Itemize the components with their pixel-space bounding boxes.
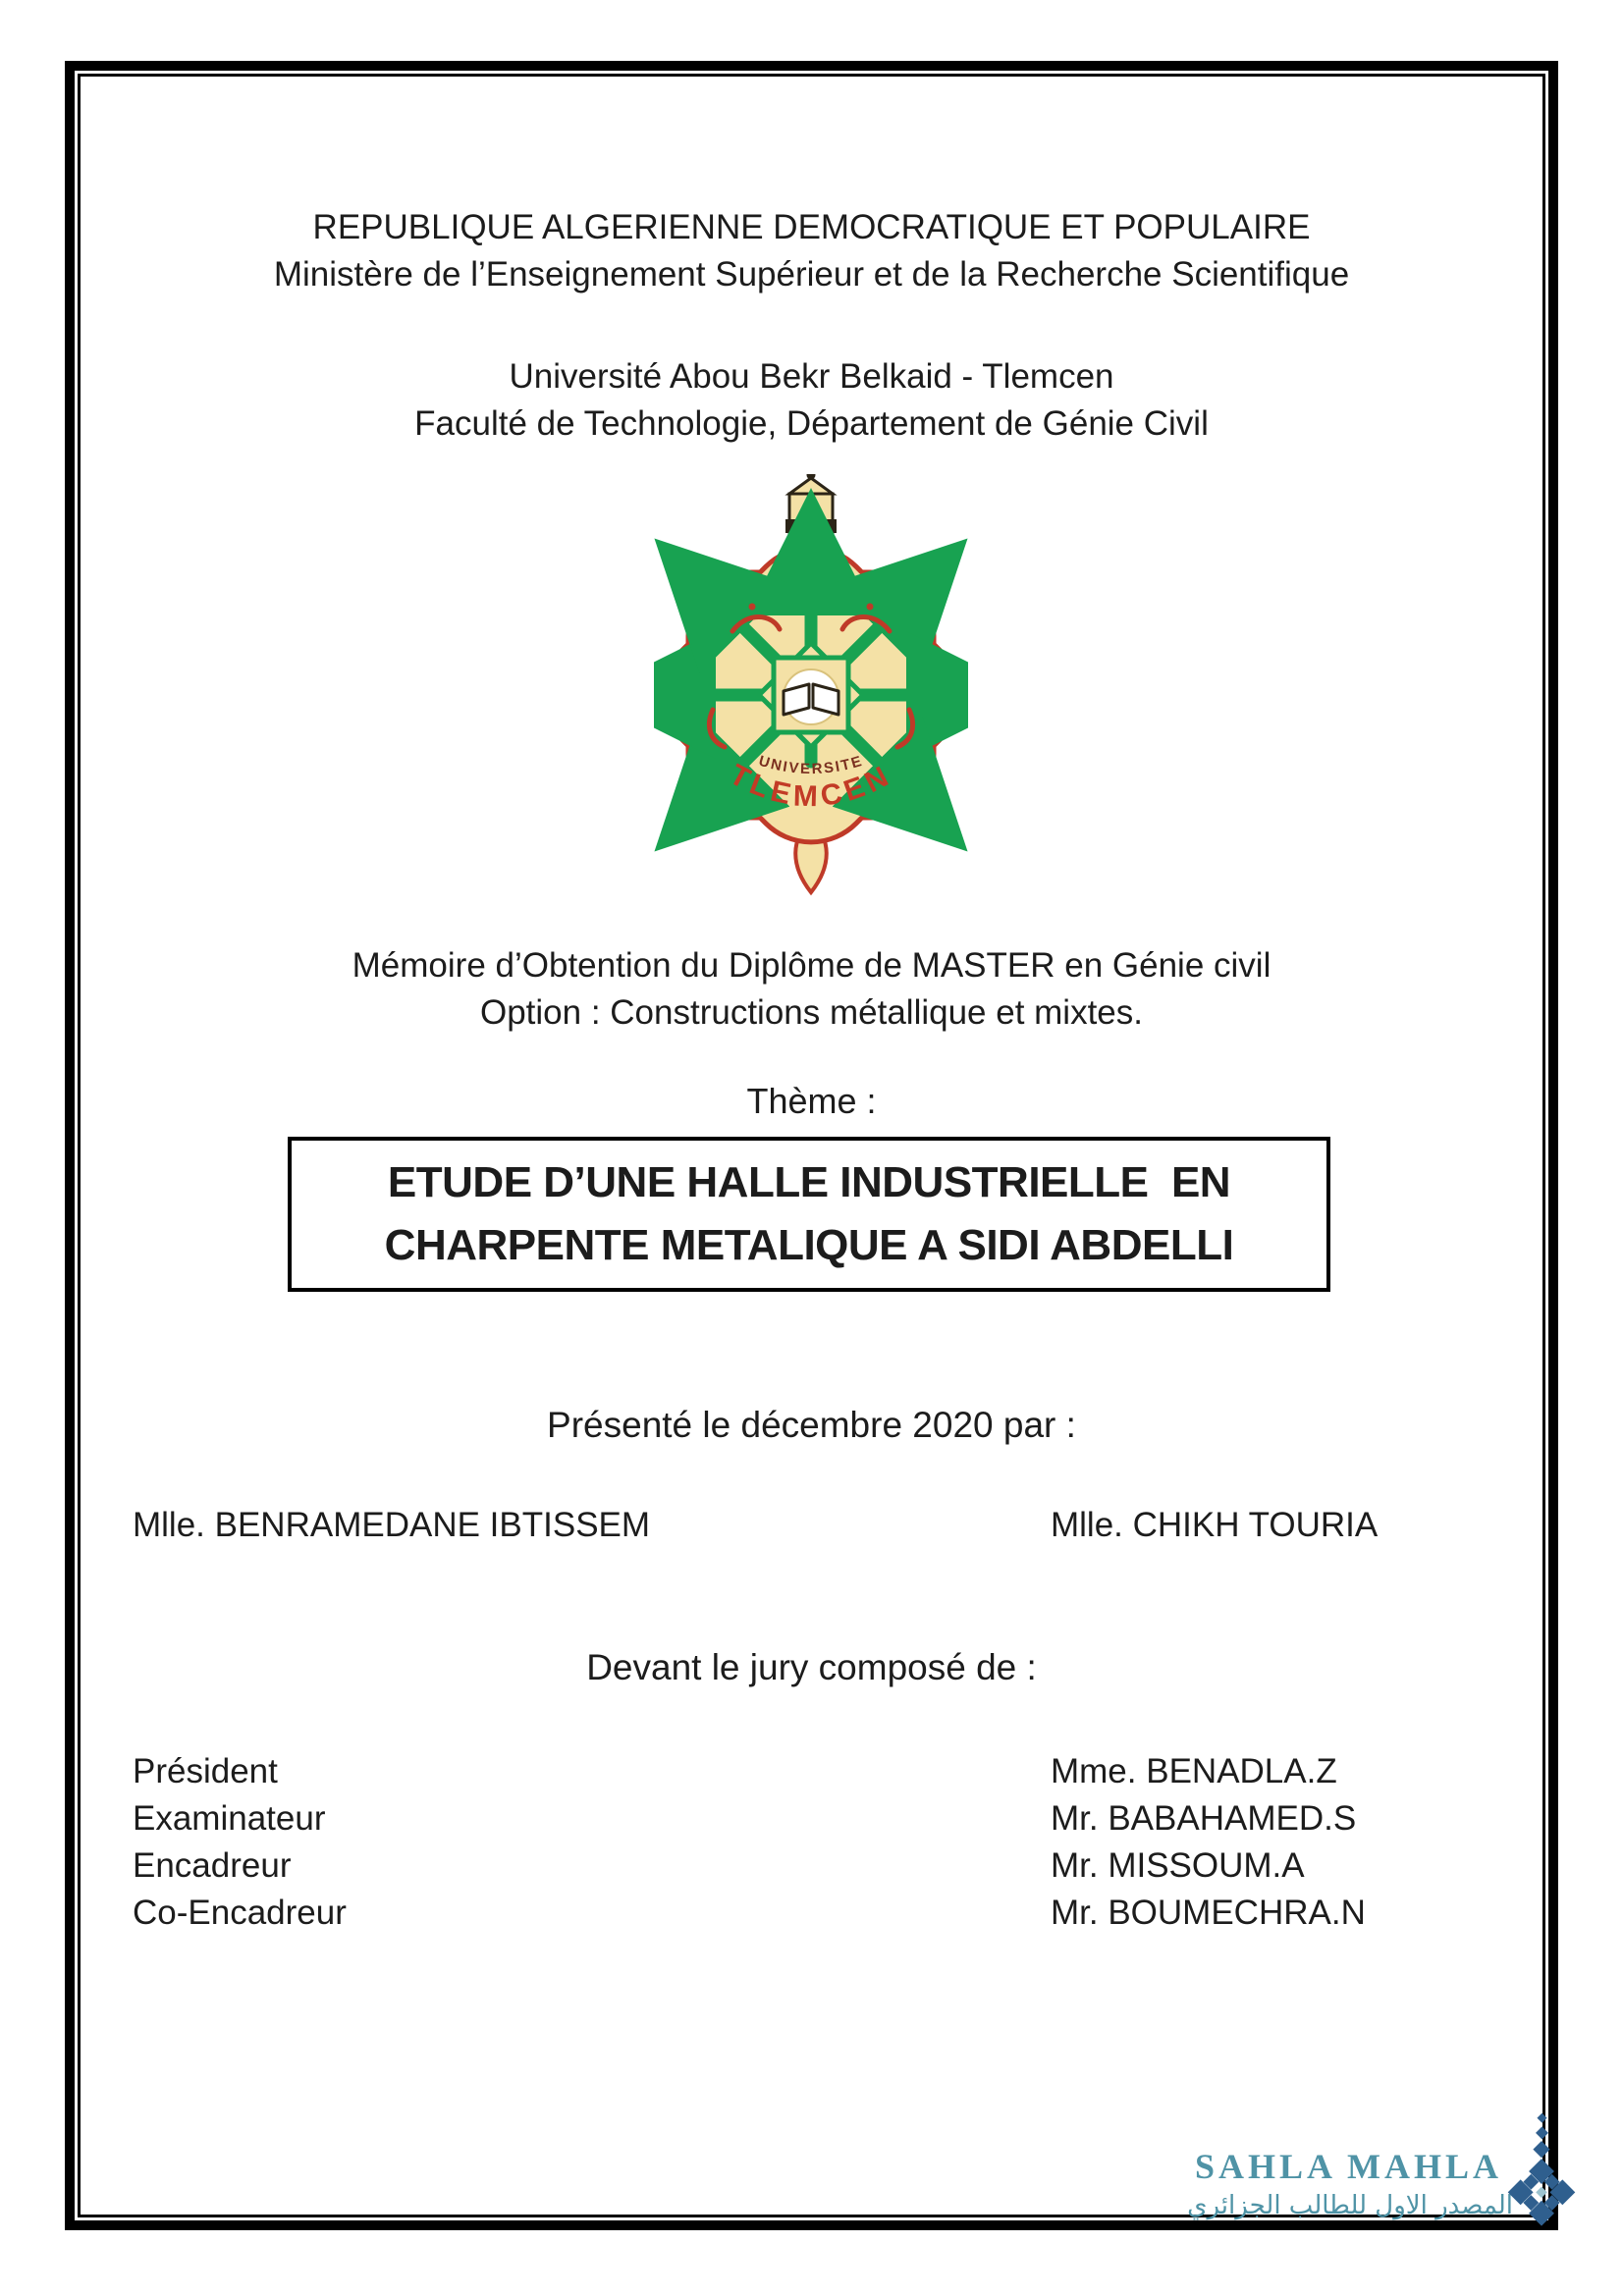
- jury-name: Mr. BOUMECHRA.N: [1051, 1894, 1366, 1932]
- degree-line: Mémoire d’Obtention du Diplôme de MASTER en Génie civil: [352, 946, 1271, 985]
- jury-role: Examinateur: [133, 1799, 326, 1838]
- sahla-mahla-mark-icon: [1500, 2110, 1583, 2230]
- jury-name: Mme. BENADLA.Z: [1051, 1752, 1337, 1790]
- thesis-title-line-1: ETUDE D’UNE HALLE INDUSTRIELLE EN: [387, 1158, 1231, 1206]
- jury-name: Mr. MISSOUM.A: [1051, 1846, 1305, 1885]
- jury-name: Mr. BABAHAMED.S: [1051, 1799, 1357, 1838]
- watermark-tagline-arabic: المصدر الاول للطالب الجزائري: [1187, 2191, 1513, 2220]
- emblem-text-universite: UNIVERSITE: [756, 752, 866, 778]
- author-2: Mlle. CHIKH TOURIA: [1051, 1506, 1379, 1544]
- faculty-department: Faculté de Technologie, Département de Génie Civil: [414, 404, 1209, 443]
- universite-tlemcen-emblem-icon: [654, 474, 968, 896]
- emblem-text-tlemcen: TLEMCEN: [724, 758, 898, 814]
- thesis-title-line-2: CHARPENTE METALIQUE A SIDI ABDELLI: [384, 1221, 1234, 1269]
- jury-role: Co-Encadreur: [133, 1894, 347, 1932]
- theme-label: Thème :: [746, 1081, 877, 1121]
- university-name: Université Abou Bekr Belkaid - Tlemcen: [509, 357, 1114, 396]
- ministry-title: Ministère de l’Enseignement Supérieur et de la Recherche Scientifique: [273, 255, 1350, 294]
- republic-title: REPUBLIQUE ALGERIENNE DEMOCRATIQUE ET POPULAIRE: [312, 208, 1311, 246]
- jury-role: Encadreur: [133, 1846, 292, 1885]
- jury-role: Président: [133, 1752, 278, 1790]
- presented-by-title: Présenté le décembre 2020 par :: [547, 1405, 1076, 1445]
- thesis-title-box: [288, 1137, 1330, 1292]
- jury-title: Devant le jury composé de :: [586, 1647, 1037, 1687]
- watermark-brand: SAHLA MAHLA: [1194, 2147, 1502, 2186]
- option-line: Option : Constructions métallique et mixtes.: [479, 993, 1143, 1032]
- author-1: Mlle. BENRAMEDANE IBTISSEM: [133, 1506, 651, 1544]
